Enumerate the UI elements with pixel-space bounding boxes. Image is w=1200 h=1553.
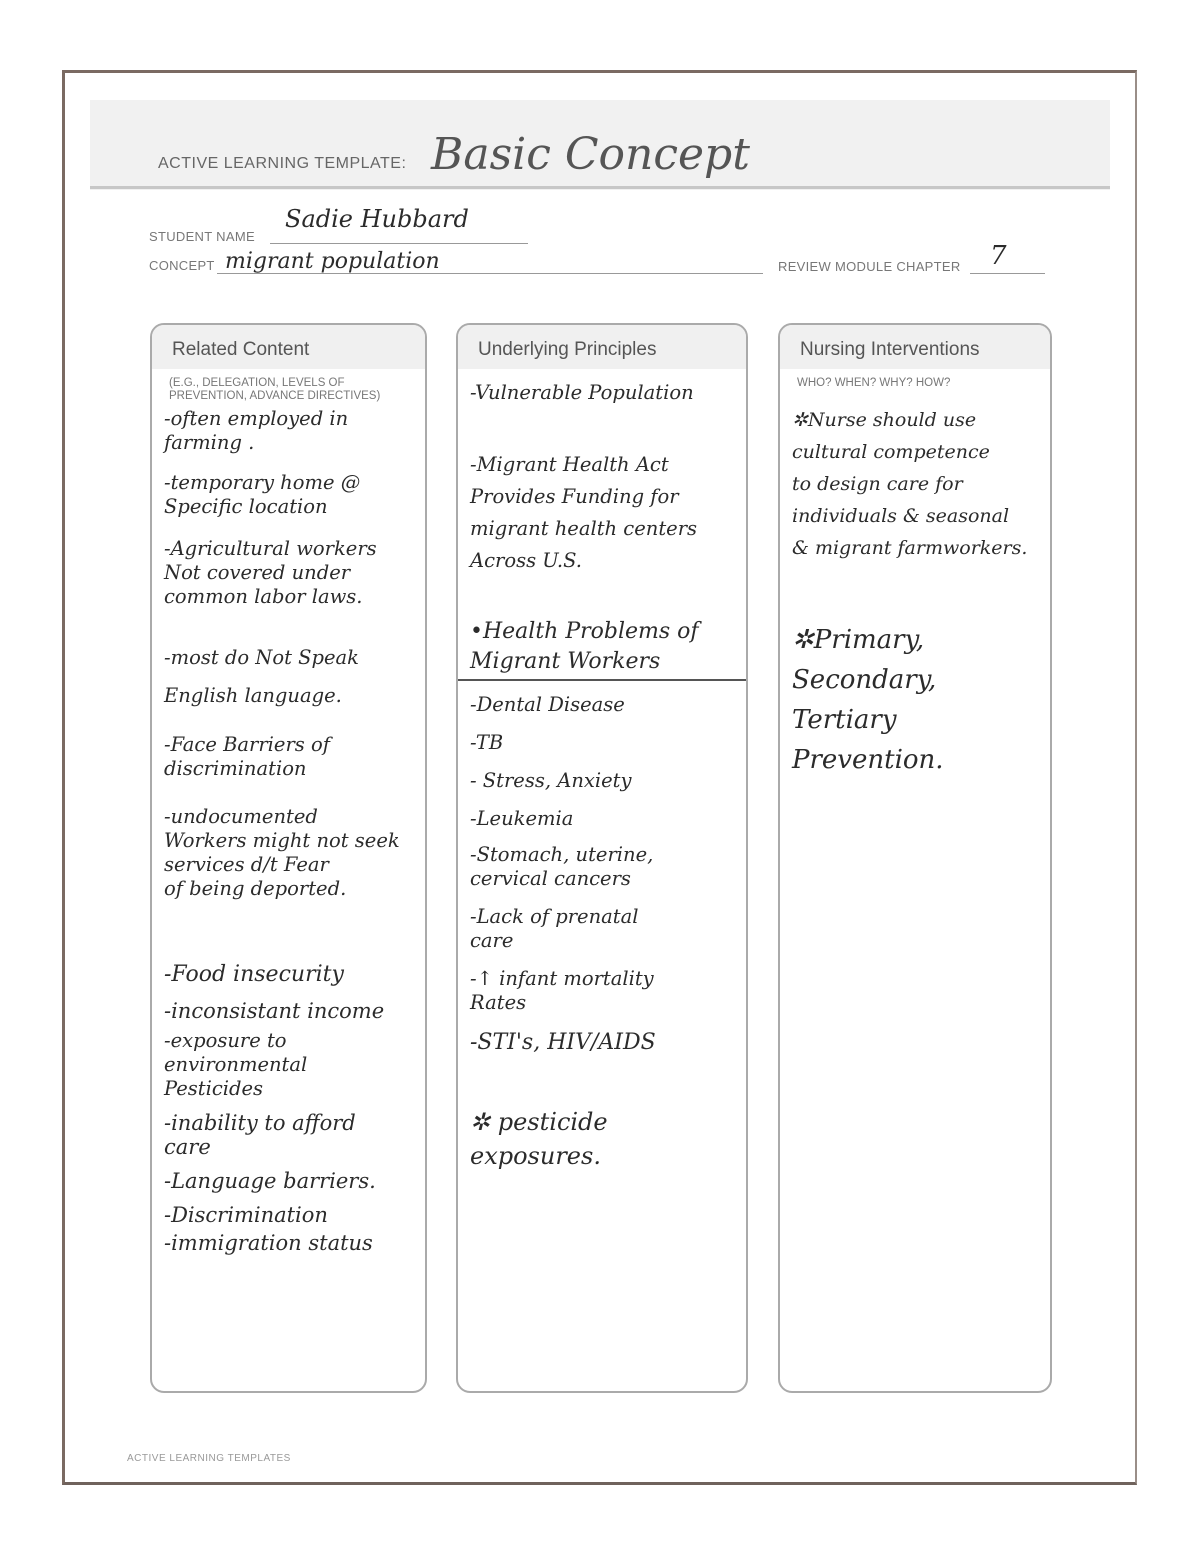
underlying-principles-notes: [458, 369, 746, 1173]
note: ✲Nurse should use cultural competence to design care for individuals & seasonal & migrant farmworkers.: [792, 409, 1028, 559]
note: -inconsistant income: [164, 999, 385, 1023]
note: -STI's, HIV/AIDS: [470, 1030, 656, 1055]
note: -most do Not Speak English language.: [164, 646, 359, 707]
note: -temporary home @ Specific location: [164, 471, 361, 518]
nursing-interventions-notes: [780, 390, 1050, 780]
note: -Discrimination: [164, 1203, 328, 1227]
underlying-principles-column: [456, 323, 748, 1393]
note: -inability to afford care: [164, 1111, 356, 1159]
note: -Language barriers.: [164, 1169, 376, 1193]
note: -often employed in farming .: [164, 407, 349, 454]
student-name-line: [270, 243, 528, 244]
related-content-subheading: (E.G., DELEGATION, LEVELS OF PREVENTION, ADVANCE DIRECTIVES): [169, 377, 381, 402]
concept-value: migrant population: [225, 249, 440, 274]
nursing-interventions-subheading: WHO? WHEN? WHY? HOW?: [797, 377, 951, 389]
underlying-principles-heading: Underlying Principles: [458, 325, 746, 369]
note: -Stomach, uterine, cervical cancers: [470, 843, 654, 890]
note: •Health Problems of Migrant Workers: [470, 619, 699, 674]
header-rule: [90, 186, 1110, 189]
note: - Stress, Anxiety: [470, 769, 632, 792]
note: -Lack of prenatal care: [470, 905, 639, 952]
related-content-column: [150, 323, 427, 1393]
note: -Dental Disease: [470, 693, 625, 716]
note: -Leukemia: [470, 807, 574, 830]
concept-label: CONCEPT: [149, 258, 215, 273]
note: -Migrant Health Act Provides Funding for migrant health centers Across U.S.: [470, 453, 698, 572]
template-title: Basic Concept: [431, 129, 750, 180]
note: -immigration status: [164, 1231, 373, 1255]
student-name-label: STUDENT NAME: [149, 229, 255, 244]
chapter-value: 7: [990, 241, 1007, 271]
note: -undocumented Workers might not seek services d/t Fear of being deported.: [164, 805, 400, 900]
template-label: ACTIVE LEARNING TEMPLATE:: [158, 155, 407, 172]
nursing-interventions-heading: Nursing Interventions: [780, 325, 1050, 369]
note: -↑ infant mortality Rates: [470, 967, 654, 1014]
note: -exposure to environmental Pesticides: [164, 1029, 308, 1100]
worksheet-page: [62, 70, 1137, 1485]
chapter-label: REVIEW MODULE CHAPTER: [778, 259, 961, 274]
note: -TB: [470, 731, 504, 754]
section-divider: [456, 679, 746, 681]
note: -Agricultural workers Not covered under common labor laws.: [164, 537, 377, 608]
note: -Face Barriers of discrimination: [164, 733, 330, 780]
note: -Food insecurity: [164, 962, 344, 987]
nursing-interventions-column: [778, 323, 1052, 1393]
note: -Vulnerable Population: [470, 381, 694, 404]
note: ✲Primary, Secondary, Tertiary Prevention.: [792, 625, 944, 775]
footer-text: ACTIVE LEARNING TEMPLATES: [127, 1453, 291, 1464]
related-content-heading: Related Content: [152, 325, 425, 369]
student-name-value: Sadie Hubbard: [285, 205, 469, 233]
note: ✲ pesticide exposures.: [470, 1108, 608, 1170]
related-content-notes: [152, 403, 425, 1255]
chapter-line: [970, 273, 1045, 274]
